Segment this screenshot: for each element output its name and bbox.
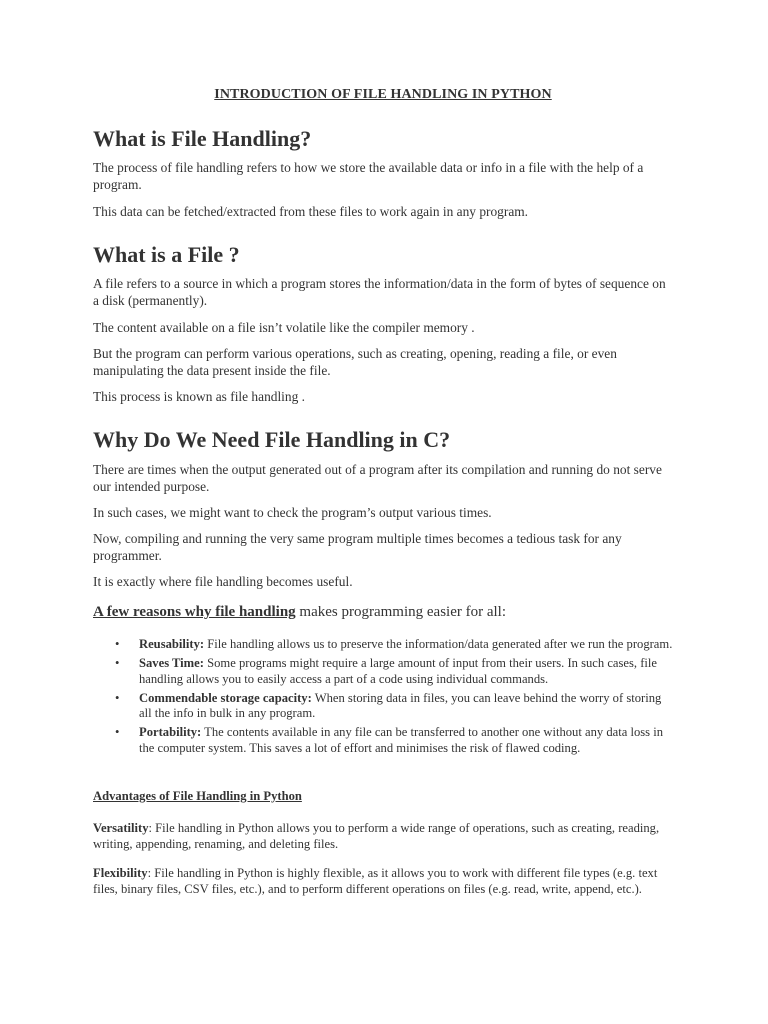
list-item <box>93 725 673 756</box>
bullet-icon: • <box>115 690 120 705</box>
paragraph: Now, compiling and running the very same program multiple times becomes a tedious task for any programmer. <box>93 531 622 563</box>
reason-text: When storing data in files, you can leave behind the worry of storing all the info in bulk in any program. <box>139 690 662 720</box>
paragraph: But the program can perform various operations, such as creating, opening, reading a file, or even manipulating the data present inside the file. <box>93 346 617 378</box>
reason-text: Some programs might require a large amount of input from their users. In such cases, file handling allows you to easily access a part of a code using individual commands. <box>139 656 657 686</box>
reasons-lead-underlined: A few reasons why file handling <box>93 604 296 620</box>
list-item <box>93 656 673 687</box>
paragraph: The content available on a file isn’t volatile like the compiler memory . <box>93 320 475 335</box>
advantage-term: Flexibility <box>93 866 148 880</box>
paragraph: In such cases, we might want to check the program’s output various times. <box>93 505 492 520</box>
section-heading-what-is-file-handling: What is File Handling? <box>93 126 312 151</box>
advantages-heading: Advantages of File Handling in Python <box>93 789 302 803</box>
advantage-text: : File handling in Python allows you to perform a wide range of operations, such as creating, reading, writing, appending, renaming, and deleting files. <box>93 821 660 851</box>
bullet-icon: • <box>115 656 120 670</box>
bullet-icon: • <box>115 725 120 739</box>
reason-term: Saves Time: <box>139 656 204 670</box>
paragraph: It is exactly where file handling becomes useful. <box>93 574 353 589</box>
paragraph: There are times when the output generated out of a program after its compilation and running do not serve our intended purpose. <box>93 462 662 494</box>
advantage-term: Versatility <box>93 821 149 835</box>
reasons-lead-rest: makes programming easier for all: <box>295 604 507 620</box>
section-heading-why-file-handling: Why Do We Need File Handling in C? <box>93 427 451 452</box>
reason-text: File handling allows us to preserve the information/data generated after we run the program. <box>204 637 673 651</box>
paragraph: This process is known as file handling . <box>93 389 305 404</box>
reason-term: Reusability: <box>139 637 205 651</box>
reasons-lead <box>93 604 506 621</box>
advantage-text: : File handling in Python is highly flexible, as it allows you to work with different file types (e.g. text files, binary files, CSV files, etc.), and to perform different operations on files (e.g. read, write, append, etc.). <box>93 866 658 896</box>
advantage-paragraph <box>93 866 673 897</box>
reason-term: Commendable storage capacity: <box>139 690 312 705</box>
list-item <box>93 637 673 653</box>
bullet-icon: • <box>115 637 120 651</box>
paragraph: A file refers to a source in which a program stores the information/data in the form of bytes of sequence on a disk (permanently). <box>93 276 666 308</box>
reasons-list <box>93 637 673 760</box>
reason-term: Portability: <box>139 725 202 739</box>
paragraph: This data can be fetched/extracted from these files to work again in any program. <box>93 204 529 219</box>
list-item <box>93 691 673 722</box>
paragraph: The process of file handling refers to how we store the available data or info in a file with the help of a program. <box>93 160 644 192</box>
advantage-paragraph <box>93 821 673 852</box>
reason-text: The contents available in any file can be transferred to another one without any data loss in the computer system. This saves a lot of effort and minimises the risk of flawed coding. <box>139 725 663 755</box>
document-title: INTRODUCTION OF FILE HANDLING IN PYTHON <box>214 87 552 102</box>
section-heading-what-is-a-file: What is a File ? <box>93 242 240 267</box>
